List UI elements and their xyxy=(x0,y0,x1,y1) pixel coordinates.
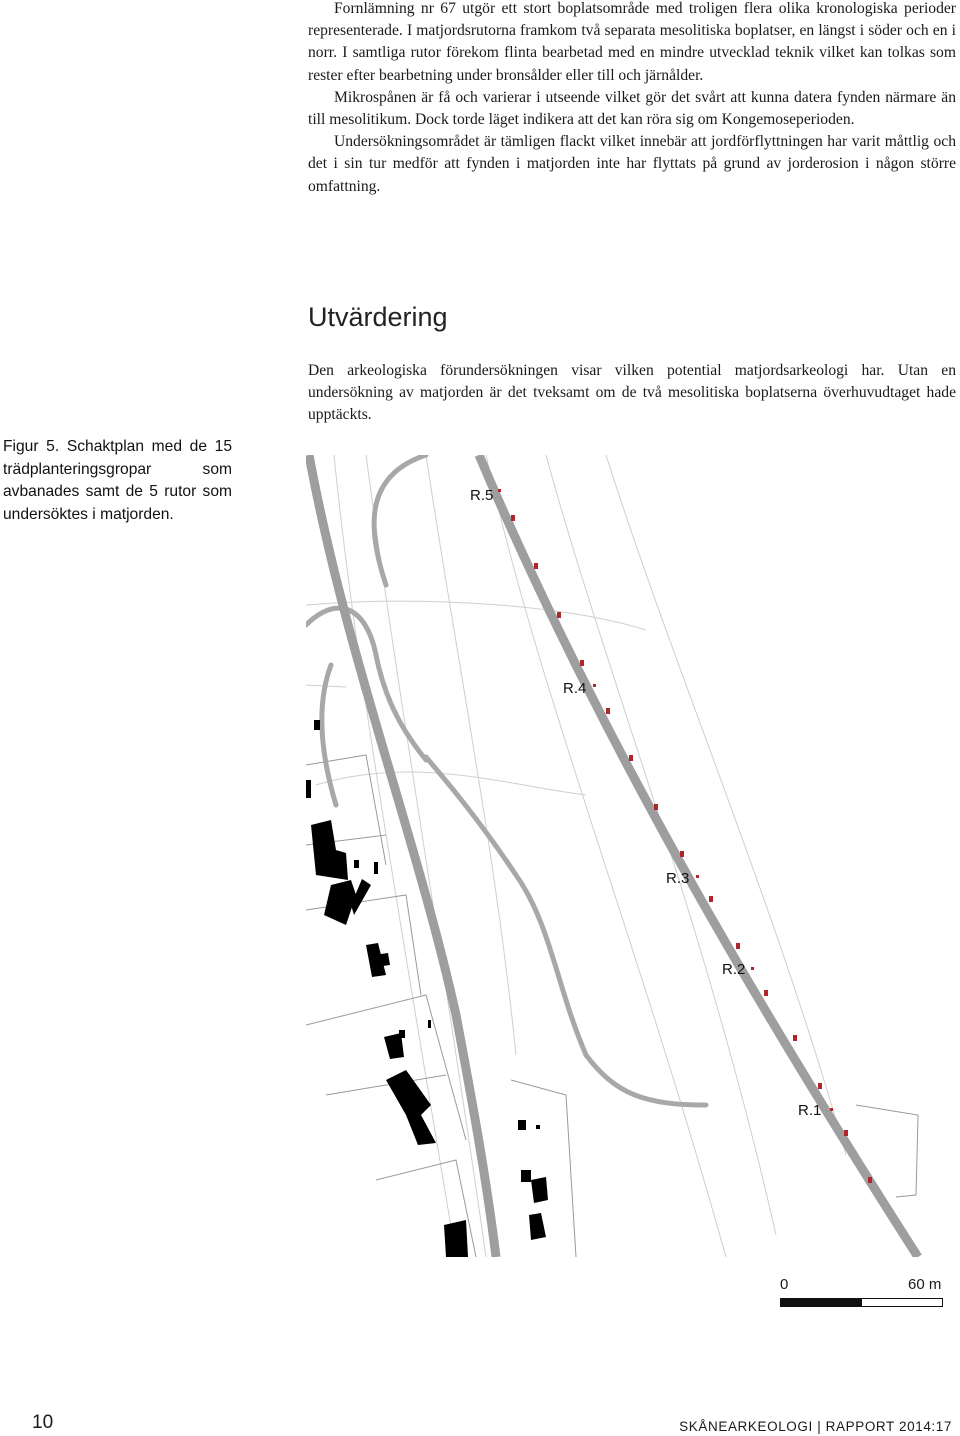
scale-bar-graphic xyxy=(780,1298,943,1307)
label-r1: R.1 xyxy=(798,1102,822,1119)
scale-bar xyxy=(775,1276,950,1316)
body-paragraph: Mikrospånen är få och varierar i utseende vilket gör det svårt att kunna datera fynden närmare än till mesolitikum. Dock torde läget indikera att det kan röra sig om Kongemoseperioden. xyxy=(308,88,956,129)
test-square-r4 xyxy=(593,684,596,687)
scale-end-label: 60 m xyxy=(908,1276,942,1293)
body-paragraph: Undersökningsområdet är tämligen flackt vilket innebär att jordförflyttningen har varit måttlig och det i sin tur medför att fynden i matjorden inte har flyttats på grund av jorderosion i någon större omfattning. xyxy=(308,133,956,195)
section-paragraph: Den arkeologiska förundersökningen visar vilken potential matjordsarkeologi har. Utan en undersökning av matjorden är det tveksamt om de två mesolitiska boplatserna överhuvudtaget hade upptäckts. xyxy=(308,362,956,424)
pit-13 xyxy=(818,1083,822,1089)
pit-9 xyxy=(709,896,713,902)
site-plan-map xyxy=(306,455,956,1257)
pit-11 xyxy=(764,990,768,996)
running-footer: SKÅNEARKEOLOGI | RAPPORT 2014:17 xyxy=(679,1419,952,1434)
pit-4 xyxy=(580,660,584,666)
pit-7 xyxy=(654,804,658,810)
test-square-r3 xyxy=(696,875,699,878)
pit-1 xyxy=(511,515,515,521)
test-square-r1 xyxy=(830,1108,833,1111)
pit-12 xyxy=(793,1035,797,1041)
pit-3 xyxy=(557,612,561,618)
test-pits xyxy=(498,489,872,1183)
contour-lines xyxy=(306,455,846,1257)
scale-bar-segment xyxy=(781,1299,862,1306)
figure-caption: Figur 5. Schaktplan med de 15 trädplanteringsgropar som avbanades samt de 5 rutor som undersöktes i matjorden. xyxy=(3,438,232,523)
pit-6 xyxy=(629,755,633,761)
pit-8 xyxy=(680,851,684,857)
pit-14 xyxy=(844,1130,848,1136)
test-square-r5 xyxy=(498,489,501,492)
main-roads xyxy=(309,455,918,1257)
buildings xyxy=(306,720,548,1257)
pit-15 xyxy=(868,1177,872,1183)
label-r3: R.3 xyxy=(666,870,690,887)
scale-start-label: 0 xyxy=(780,1276,789,1293)
body-paragraph: Fornlämning nr 67 utgör ett stort boplatsområde med troligen flera olika kronologiska perioder representerade. I matjordsrutorna framkom två separata mesolitiska boplatser, en längst i söder och en i norr. I samtliga rutor förekom flinta bearbetad med en mindre utvecklad teknik vilket kan tolkas som rester efter bearbetning under bronsålder eller till och järnålder. xyxy=(308,0,956,84)
body-text xyxy=(308,0,956,198)
section-text xyxy=(308,360,956,427)
label-r2: R.2 xyxy=(722,961,746,978)
property-lines xyxy=(306,755,918,1257)
secondary-roads xyxy=(306,455,706,1105)
pit-2 xyxy=(534,563,538,569)
label-r5: R.5 xyxy=(470,487,494,504)
test-square-r2 xyxy=(751,967,754,970)
pit-5 xyxy=(606,708,610,714)
page-number: 10 xyxy=(32,1412,54,1433)
section-heading: Utvärdering xyxy=(308,302,448,332)
pit-10 xyxy=(736,943,740,949)
label-r4: R.4 xyxy=(563,680,587,697)
